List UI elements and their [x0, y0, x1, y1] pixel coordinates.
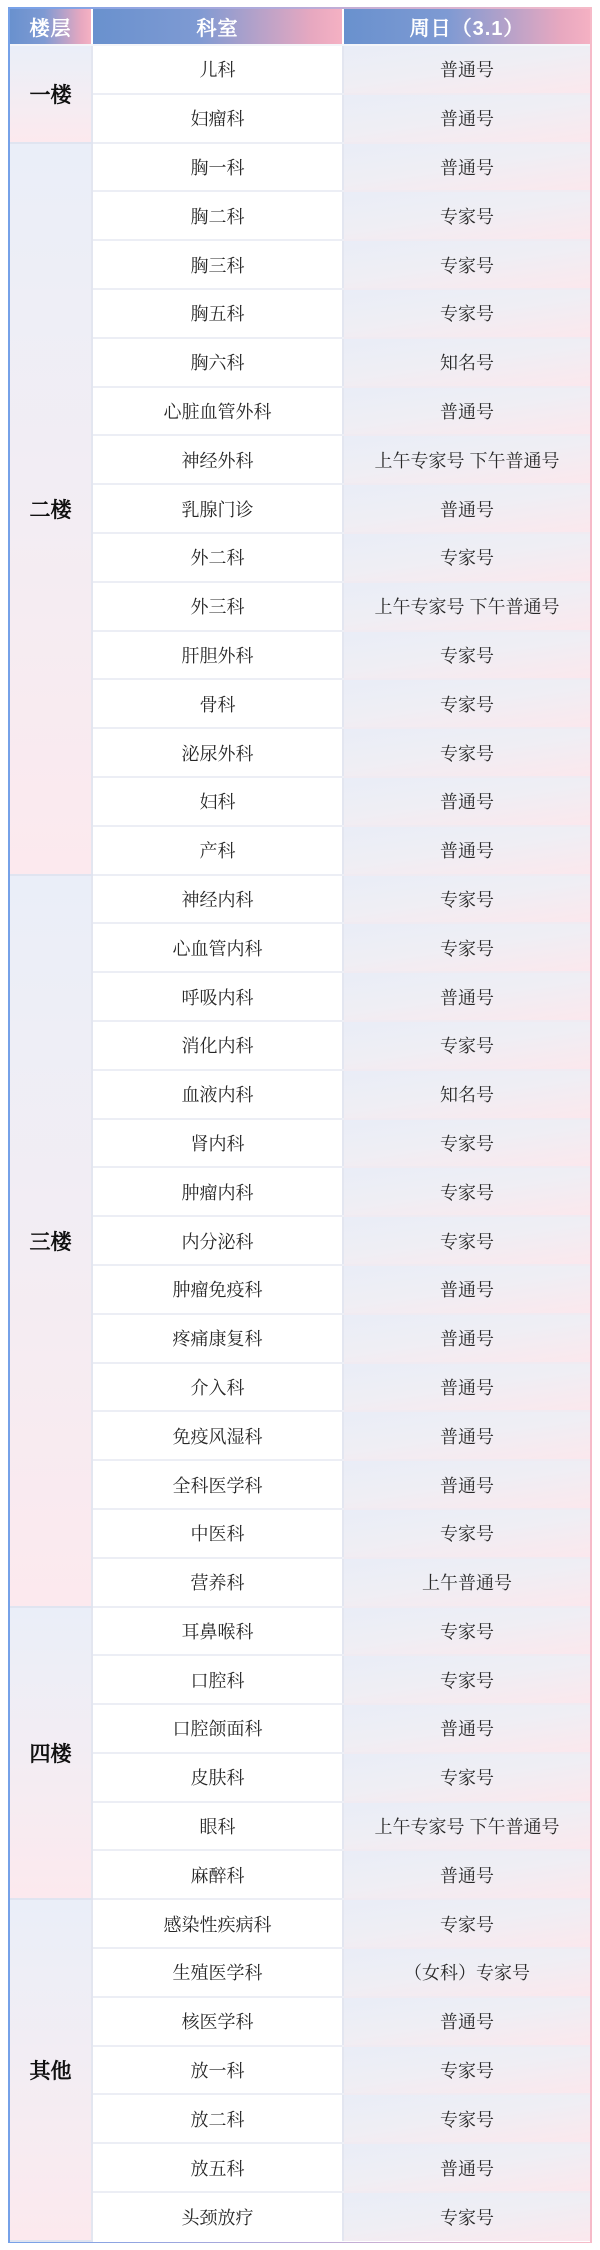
department-cell: 头颈放疗 [92, 2192, 343, 2241]
table-row [10, 484, 590, 533]
table-row [10, 143, 590, 192]
slot-cell: 知名号 [343, 1070, 590, 1119]
slot-cell: 专家号 [343, 679, 590, 728]
slot-cell: 专家号 [343, 875, 590, 924]
slot-cell: 专家号 [343, 1655, 590, 1704]
slot-cell: 专家号 [343, 1216, 590, 1265]
slot-cell: 普通号 [343, 1850, 590, 1899]
slot-cell: 专家号 [343, 1167, 590, 1216]
department-cell: 口腔科 [92, 1655, 343, 1704]
department-cell: 生殖医学科 [92, 1948, 343, 1997]
schedule-table-body [10, 45, 590, 2241]
table-row [10, 1167, 590, 1216]
floor-cell: 四楼 [10, 1607, 92, 1900]
table-row [10, 435, 590, 484]
slot-cell: 上午专家号 下午普通号 [343, 582, 590, 631]
slot-cell: 专家号 [343, 533, 590, 582]
department-cell: 呼吸内科 [92, 972, 343, 1021]
slot-cell: 普通号 [343, 1997, 590, 2046]
table-row [10, 679, 590, 728]
floor-cell: 二楼 [10, 143, 92, 875]
table-row [10, 1655, 590, 1704]
table-row [10, 826, 590, 875]
schedule-table [10, 9, 590, 2242]
slot-cell: 专家号 [343, 2094, 590, 2143]
table-row [10, 1509, 590, 1558]
department-cell: 消化内科 [92, 1021, 343, 1070]
slot-cell: 普通号 [343, 45, 590, 94]
department-cell: 皮肤科 [92, 1753, 343, 1802]
slot-cell: 专家号 [343, 1509, 590, 1558]
department-cell: 肿瘤免疫科 [92, 1265, 343, 1314]
department-cell: 放五科 [92, 2143, 343, 2192]
table-row [10, 1070, 590, 1119]
department-cell: 肾内科 [92, 1119, 343, 1168]
department-cell: 耳鼻喉科 [92, 1607, 343, 1656]
table-row [10, 2046, 590, 2095]
slot-cell: 专家号 [343, 1899, 590, 1948]
slot-cell: 普通号 [343, 1363, 590, 1412]
slot-cell: 普通号 [343, 1314, 590, 1363]
slot-cell: （女科）专家号 [343, 1948, 590, 1997]
table-row [10, 2192, 590, 2241]
slot-cell: 上午普通号 [343, 1558, 590, 1607]
department-cell: 外二科 [92, 533, 343, 582]
slot-cell: 专家号 [343, 2046, 590, 2095]
table-row [10, 1314, 590, 1363]
slot-cell: 上午专家号 下午普通号 [343, 435, 590, 484]
slot-cell: 普通号 [343, 94, 590, 143]
department-cell: 肿瘤内科 [92, 1167, 343, 1216]
table-row [10, 2094, 590, 2143]
table-row [10, 191, 590, 240]
slot-cell: 专家号 [343, 1753, 590, 1802]
department-cell: 疼痛康复科 [92, 1314, 343, 1363]
department-cell: 中医科 [92, 1509, 343, 1558]
slot-cell: 上午专家号 下午普通号 [343, 1802, 590, 1851]
slot-cell: 专家号 [343, 1607, 590, 1656]
department-cell: 胸三科 [92, 240, 343, 289]
table-row [10, 45, 590, 94]
slot-cell: 普通号 [343, 826, 590, 875]
table-row [10, 923, 590, 972]
floor-cell: 一楼 [10, 45, 92, 143]
floor-cell: 其他 [10, 1899, 92, 2241]
header-floor: 楼层 [10, 9, 92, 45]
department-cell: 妇科 [92, 777, 343, 826]
department-cell: 外三科 [92, 582, 343, 631]
department-cell: 神经外科 [92, 435, 343, 484]
header-day: 周日（3.1） [343, 9, 590, 45]
slot-cell: 专家号 [343, 289, 590, 338]
slot-cell: 知名号 [343, 338, 590, 387]
department-cell: 儿科 [92, 45, 343, 94]
department-cell: 放一科 [92, 2046, 343, 2095]
table-row [10, 240, 590, 289]
department-cell: 骨科 [92, 679, 343, 728]
table-row [10, 533, 590, 582]
table-row [10, 1997, 590, 2046]
table-row [10, 1607, 590, 1656]
slot-cell: 普通号 [343, 143, 590, 192]
slot-cell: 普通号 [343, 1265, 590, 1314]
table-row [10, 1802, 590, 1851]
table-row [10, 1265, 590, 1314]
table-row [10, 1899, 590, 1948]
table-row [10, 1411, 590, 1460]
department-cell: 心脏血管外科 [92, 387, 343, 436]
slot-cell: 普通号 [343, 484, 590, 533]
department-cell: 麻醉科 [92, 1850, 343, 1899]
table-row [10, 1850, 590, 1899]
department-cell: 胸五科 [92, 289, 343, 338]
department-cell: 营养科 [92, 1558, 343, 1607]
table-row [10, 1704, 590, 1753]
slot-cell: 普通号 [343, 777, 590, 826]
table-row [10, 94, 590, 143]
table-row [10, 387, 590, 436]
slot-cell: 专家号 [343, 923, 590, 972]
slot-cell: 专家号 [343, 240, 590, 289]
header-row [10, 9, 590, 45]
department-cell: 口腔颌面科 [92, 1704, 343, 1753]
table-row [10, 972, 590, 1021]
table-row [10, 777, 590, 826]
department-cell: 胸一科 [92, 143, 343, 192]
slot-cell: 普通号 [343, 387, 590, 436]
department-cell: 血液内科 [92, 1070, 343, 1119]
table-row [10, 1753, 590, 1802]
slot-cell: 普通号 [343, 1704, 590, 1753]
slot-cell: 专家号 [343, 2192, 590, 2241]
department-cell: 心血管内科 [92, 923, 343, 972]
department-cell: 免疫风湿科 [92, 1411, 343, 1460]
slot-cell: 普通号 [343, 2143, 590, 2192]
department-cell: 泌尿外科 [92, 728, 343, 777]
department-cell: 产科 [92, 826, 343, 875]
table-row [10, 1460, 590, 1509]
table-row [10, 728, 590, 777]
table-row [10, 582, 590, 631]
slot-cell: 普通号 [343, 1460, 590, 1509]
schedule-table-border [8, 7, 592, 2243]
department-cell: 感染性疾病科 [92, 1899, 343, 1948]
table-row [10, 1948, 590, 1997]
department-cell: 乳腺门诊 [92, 484, 343, 533]
department-cell: 放二科 [92, 2094, 343, 2143]
table-row [10, 338, 590, 387]
slot-cell: 专家号 [343, 728, 590, 777]
table-row [10, 2143, 590, 2192]
department-cell: 核医学科 [92, 1997, 343, 2046]
table-row [10, 1558, 590, 1607]
table-row [10, 631, 590, 680]
department-cell: 胸六科 [92, 338, 343, 387]
department-cell: 眼科 [92, 1802, 343, 1851]
floor-cell: 三楼 [10, 875, 92, 1607]
department-cell: 肝胆外科 [92, 631, 343, 680]
slot-cell: 普通号 [343, 1411, 590, 1460]
department-cell: 内分泌科 [92, 1216, 343, 1265]
department-cell: 介入科 [92, 1363, 343, 1412]
slot-cell: 专家号 [343, 191, 590, 240]
table-row [10, 289, 590, 338]
table-row [10, 1021, 590, 1070]
slot-cell: 专家号 [343, 631, 590, 680]
schedule-table-header [10, 9, 590, 45]
header-department: 科室 [92, 9, 343, 45]
department-cell: 全科医学科 [92, 1460, 343, 1509]
department-cell: 胸二科 [92, 191, 343, 240]
table-row [10, 875, 590, 924]
department-cell: 妇瘤科 [92, 94, 343, 143]
table-row [10, 1119, 590, 1168]
table-row [10, 1216, 590, 1265]
slot-cell: 专家号 [343, 1119, 590, 1168]
table-row [10, 1363, 590, 1412]
slot-cell: 专家号 [343, 1021, 590, 1070]
department-cell: 神经内科 [92, 875, 343, 924]
slot-cell: 普通号 [343, 972, 590, 1021]
